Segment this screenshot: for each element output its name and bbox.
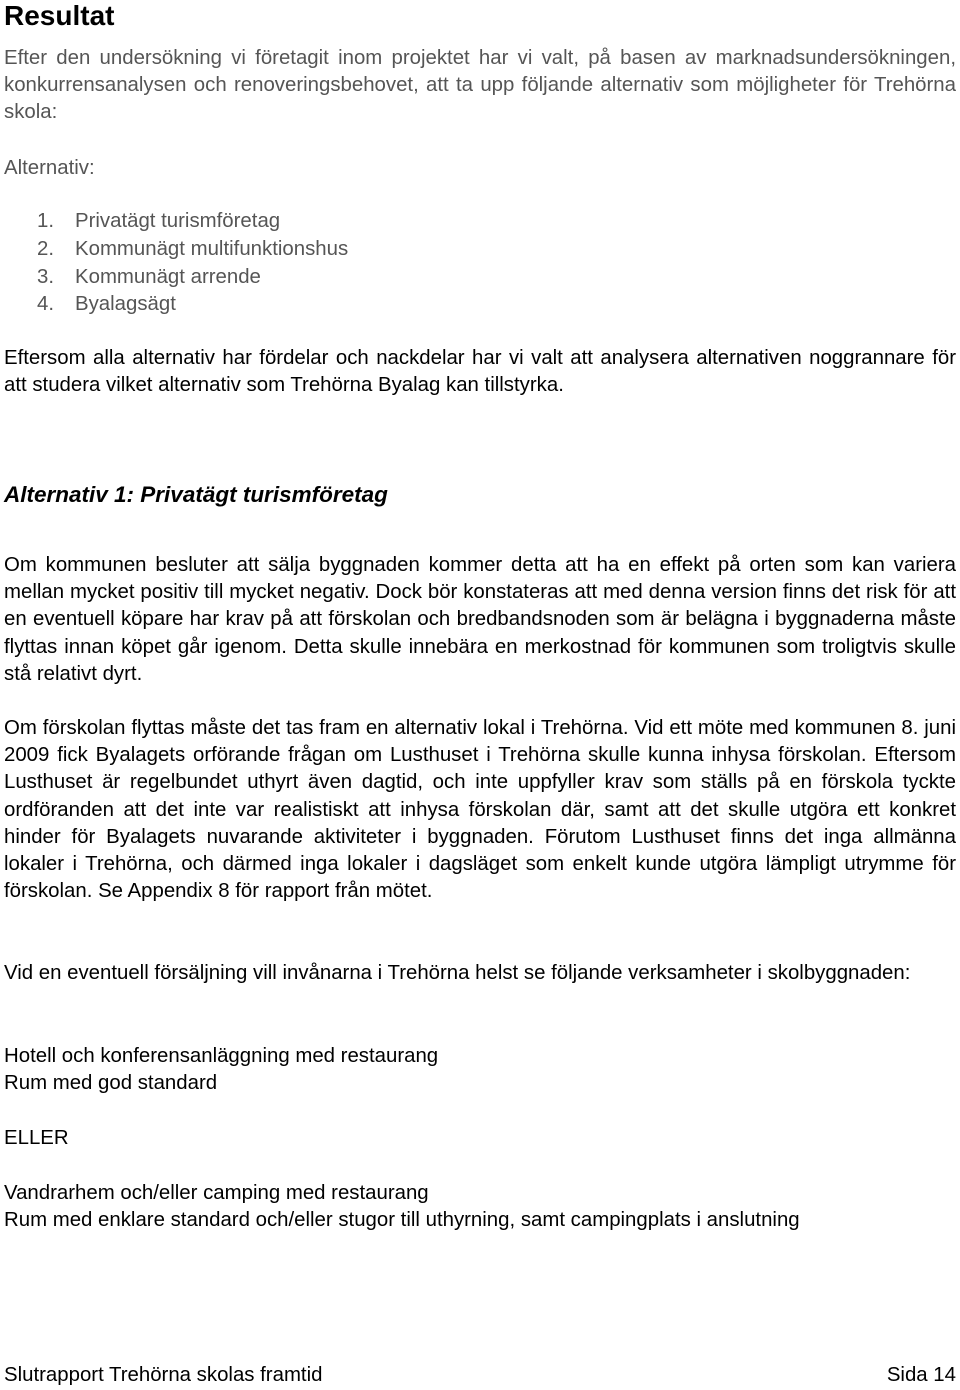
list-item: 2. Kommunägt multifunktionshus [37, 237, 349, 260]
option-line: Hotell och konferensanläggning med restaurang [4, 1045, 439, 1067]
body-paragraph: Om kommunen besluter att sälja byggnaden kommer detta att ha en effekt på orten som kan variera mellan mycket positiv till mycket negativ. Dock bör konstateras att med denna version finns det risk för att en eventuell köpare har krav på att förskolan och bredbandsnoden som är belägna i byggnaderna måste flyttas innan köpet går igenom. Detta skulle innebära en merkostnad för kommunen som troligtvis skulle stå relativt dyrt. [4, 554, 956, 685]
intro-paragraph: Efter den undersökning vi företagit inom projektet har vi valt, på basen av marknadsundersökningen, konkurrensanalysen och renoveringsbehovet, att ta upp följande alternativ som möjligheter för Trehörna skola: [4, 47, 956, 124]
option-line: Vandrarhem och/eller camping med restaurang [4, 1182, 429, 1204]
option-line: Rum med god standard [4, 1072, 218, 1094]
or-label: ELLER [4, 1127, 69, 1149]
list-item: 4. Byalagsägt [37, 293, 176, 316]
document-page [4, 0, 956, 1390]
analysis-paragraph: Eftersom alla alternativ har fördelar och nackdelar har vi valt att analysera alternativen noggrannare för att studera vilket alternativ som Trehörna Byalag kan tillstyrka. [4, 347, 956, 397]
footer-title: Slutrapport Trehörna skolas framtid [4, 1364, 323, 1386]
alternatives-label: Alternativ: [4, 157, 95, 179]
alternatives-list [37, 208, 348, 319]
body-paragraph: Om förskolan flyttas måste det tas fram en alternativ lokal i Trehörna. Vid ett möte med kommunen 8. juni 2009 fick Byalagets orförande frågan om Lusthuset i Trehörna skulle kunna inhysa förskolan. Eftersom Lusthuset är regelbundet uthyrt även dagtid, och inte uppfyller krav som ställs på en förskola tyckte ordföranden att det inte var realistiskt att inhysa förskolan där, samt att det skulle utgöra ett konkret hinder för Byalagets nuvarande aktiviteter i byggnaden. Förutom Lusthuset finns det inga allmänna lokaler i Trehörna, och därmed inga lokaler i dagsläget som enkelt kunde utgöra lämpligt utrymme för förskolan. Se Appendix 8 för rapport från mötet. [4, 717, 956, 903]
section-heading: Alternativ 1: Privatägt turismföretag [4, 482, 388, 507]
page-title: Resultat [4, 0, 115, 31]
body-paragraph: Vid en eventuell försäljning vill invånarna i Trehörna helst se följande verksamheter i skolbyggnaden: [4, 962, 911, 984]
page-number: Sida 14 [886, 1364, 956, 1386]
list-item: 1. Privatägt turismföretag [37, 210, 281, 232]
list-item: 3. Kommunägt arrende [37, 265, 261, 288]
option-line: Rum med enklare standard och/eller stugor till uthyrning, samt campingplats i anslutning [4, 1209, 800, 1231]
